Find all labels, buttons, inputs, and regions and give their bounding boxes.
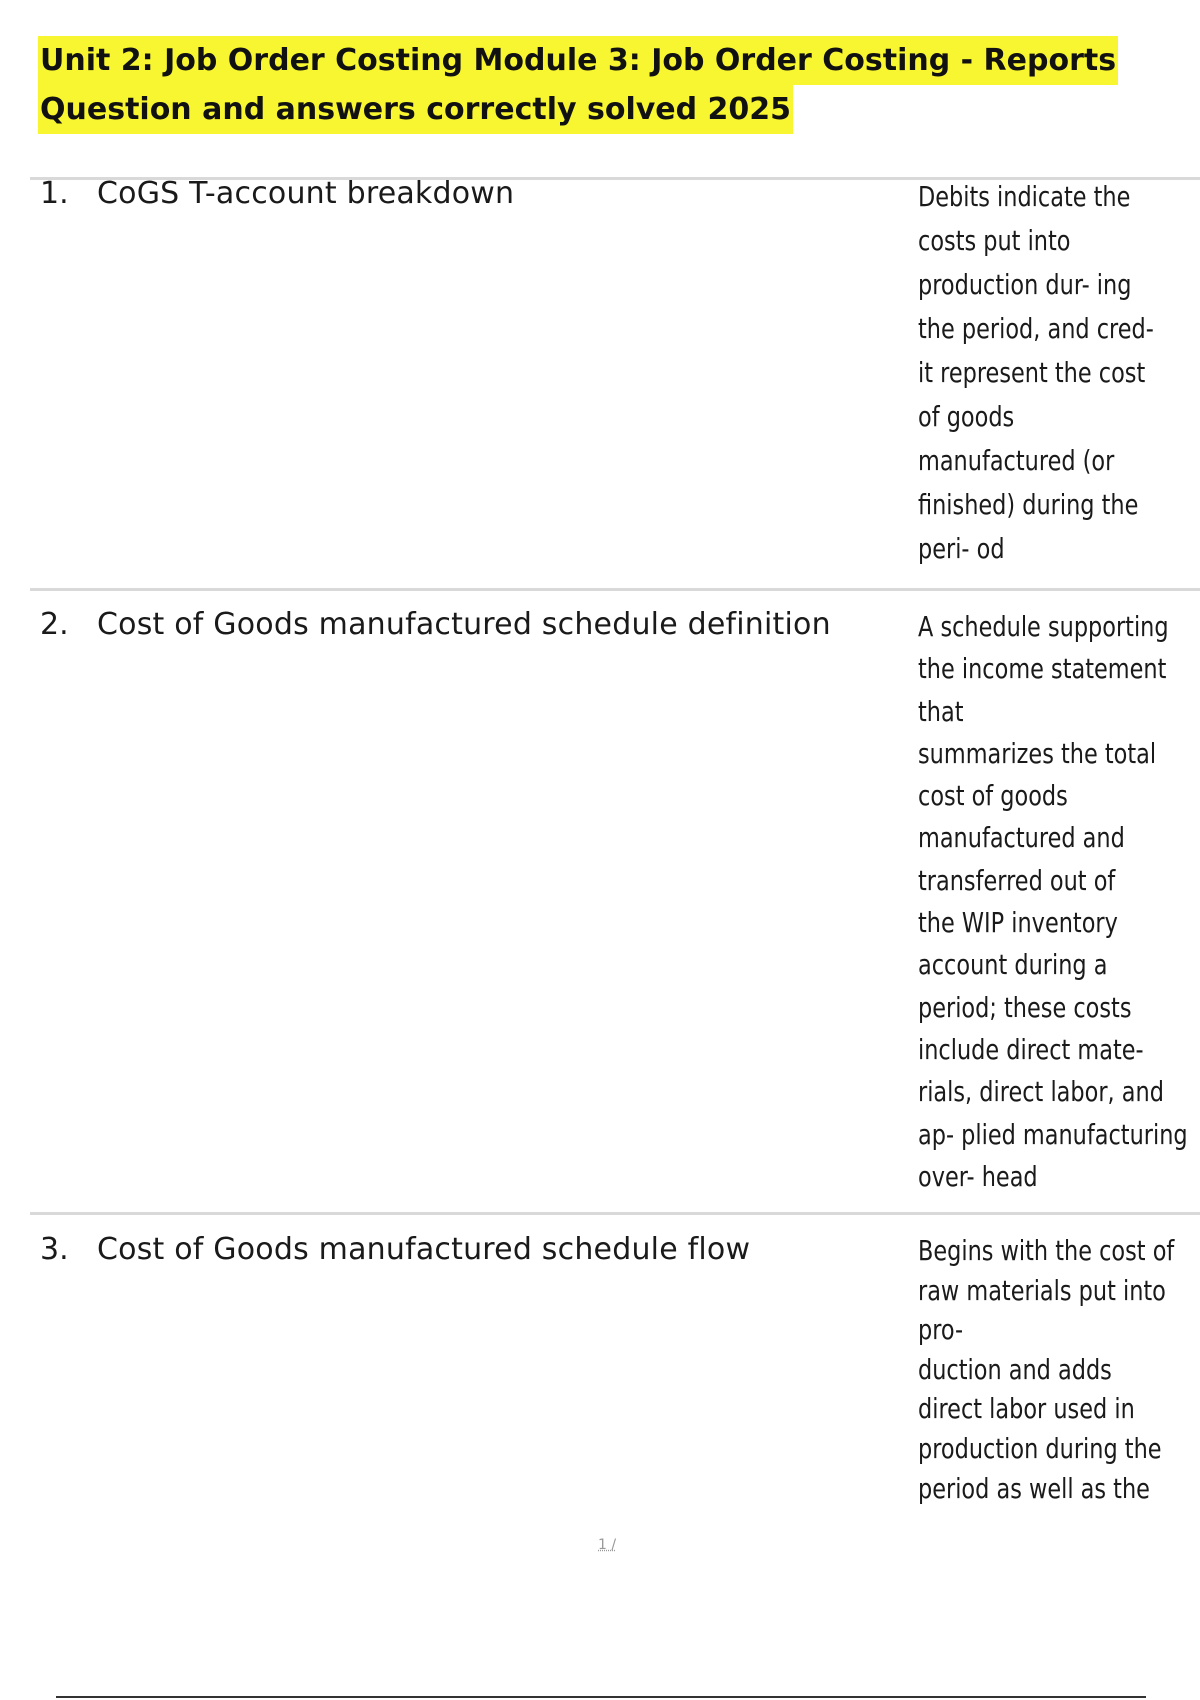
answer-line: manufactured (or [918, 444, 1115, 477]
answer-line: costs put into [918, 224, 1071, 257]
answer-line: direct labor used in [918, 1392, 1135, 1426]
answer-line: Debits indicate the [918, 180, 1131, 213]
answer-text [918, 606, 1200, 1198]
question-text: CoGS T-account breakdown [97, 176, 515, 211]
answer-line: over- head [918, 1159, 1038, 1193]
answer-line: production dur- ing [918, 268, 1132, 301]
answer-line: production during the [918, 1431, 1162, 1465]
answer-line: pro- [918, 1313, 964, 1347]
answer-text [918, 175, 1200, 571]
question-number: 3. [40, 1232, 69, 1267]
question-text: Cost of Goods manufactured schedule definition [97, 607, 831, 642]
answer-line: peri- od [918, 532, 1005, 565]
answer-line: rials, direct labor, and [918, 1075, 1164, 1109]
answer-line: account during a [918, 948, 1108, 982]
title-line-1: Unit 2: Job Order Costing Module 3: Job Order Costing - Reports [38, 36, 1118, 85]
answer-line: of goods [918, 400, 1015, 433]
row-divider [30, 1212, 1200, 1215]
question-number: 2. [40, 607, 69, 642]
answer-line: ap- plied manufacturing [918, 1117, 1188, 1151]
answer-line: the period, and cred- [918, 312, 1154, 345]
page-number: 1 / [598, 1537, 617, 1553]
title-line-2: Question and answers correctly solved 2025 [38, 85, 793, 134]
answer-line: raw materials put into [918, 1273, 1166, 1307]
row-divider [30, 588, 1200, 591]
answer-line: duction and adds [918, 1352, 1112, 1386]
answer-line: the income statement [918, 652, 1167, 686]
answer-line: period; these costs [918, 990, 1132, 1024]
footer-rule [56, 1696, 1146, 1698]
answer-line: it represent the cost [918, 356, 1146, 389]
answer-line: summarizes the total [918, 736, 1157, 770]
question-text: Cost of Goods manufactured schedule flow [97, 1232, 751, 1267]
answer-line: include direct mate- [918, 1032, 1144, 1066]
answer-line: A schedule supporting [918, 610, 1169, 643]
answer-line: transferred out of [918, 863, 1116, 897]
question-number: 1. [40, 176, 69, 211]
answer-line: the WIP inventory [918, 906, 1118, 940]
document-title [38, 36, 1168, 134]
answer-line: period as well as the [918, 1471, 1150, 1505]
answer-text [918, 1231, 1200, 1508]
answer-line: manufactured and [918, 821, 1125, 855]
answer-line: finished) during the [918, 488, 1139, 521]
answer-line: that [918, 694, 964, 728]
answer-line: cost of goods [918, 779, 1068, 813]
answer-line: Begins with the cost of [918, 1234, 1175, 1267]
